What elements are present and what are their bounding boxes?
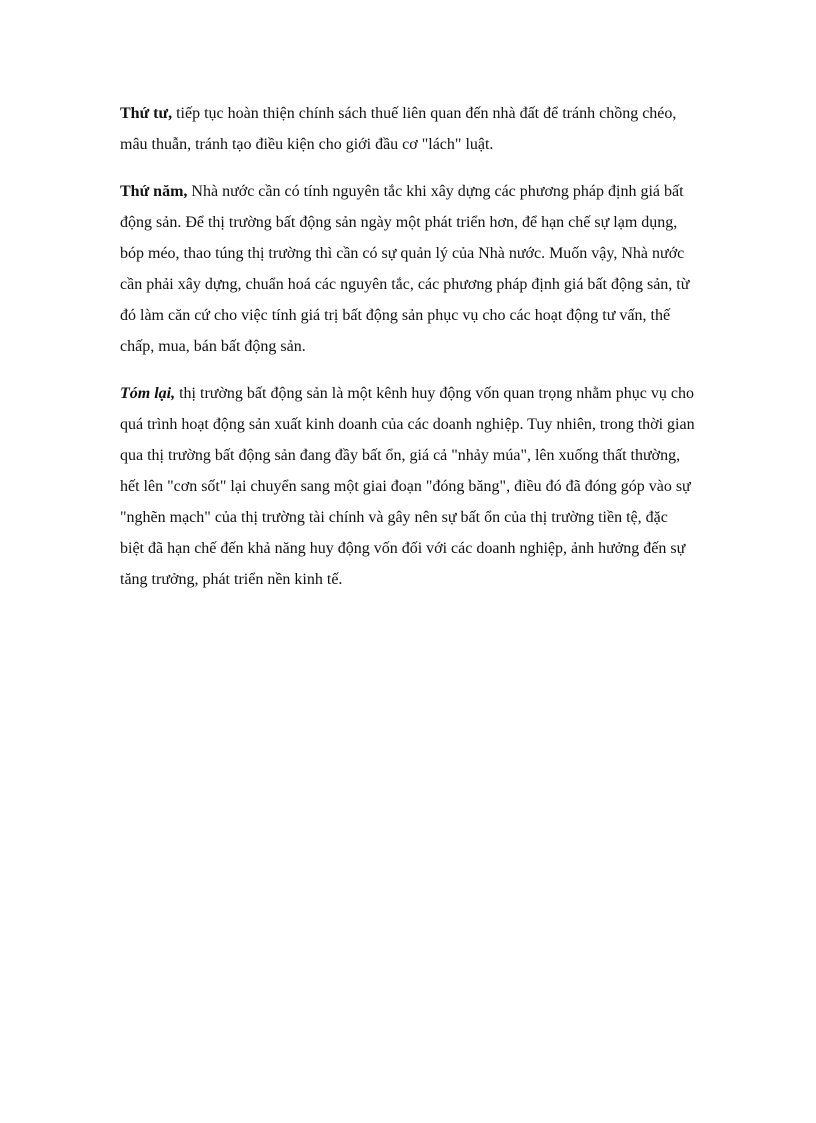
paragraph-text: thị trường bất động sản là một kênh huy động vốn quan trọng nhằm phục vụ cho quá trình hoạt động sản xuất kinh doanh của các doanh nghiệp. Tuy nhiên, trong thời gian qua thị trường bất động sản đang đầy bất ổn, giá cả "nhảy múa", lên xuống thất thường, hết lên "cơn sốt" lại chuyển sang một giai đoạn "đóng băng", điều đó đã đóng góp vào sự "nghẽn mạch" của thị trường tài chính và gây nên sự bất ổn của thị trường tiền tệ, đặc biệt đã hạn chế đến khả năng huy động vốn đối với các doanh nghiệp, ảnh hưởng đến sự tăng trưởng, phát triển nền kinh tế. (120, 385, 695, 588)
paragraph-lead: Thứ năm, (120, 183, 188, 200)
document-body (120, 98, 695, 611)
paragraph-thu-tu (120, 98, 695, 160)
paragraph-text: Nhà nước cần có tính nguyên tắc khi xây dựng các phương pháp định giá bất động sản. Để thị trường bất động sản ngày một phát triển hơn, để hạn chế sự lạm dụng, bóp méo, thao túng thị trường thì cần có sự quản lý của Nhà nước. Muốn vậy, Nhà nước cần phải xây dựng, chuẩn hoá các nguyên tắc, các phương pháp định giá bất động sản, từ đó làm căn cứ cho việc tính giá trị bất động sản phục vụ cho các hoạt động tư vấn, thế chấp, mua, bán bất động sản. (120, 183, 690, 355)
paragraph-lead: Thứ tư, (120, 105, 173, 122)
paragraph-lead: Tóm lại, (120, 385, 176, 402)
paragraph-text: tiếp tục hoàn thiện chính sách thuế liên quan đến nhà đất để tránh chồng chéo, mâu thuẫn, tránh tạo điều kiện cho giới đầu cơ "lách" luật. (120, 105, 677, 153)
paragraph-tom-lai (120, 378, 695, 595)
paragraph-thu-nam (120, 176, 695, 362)
